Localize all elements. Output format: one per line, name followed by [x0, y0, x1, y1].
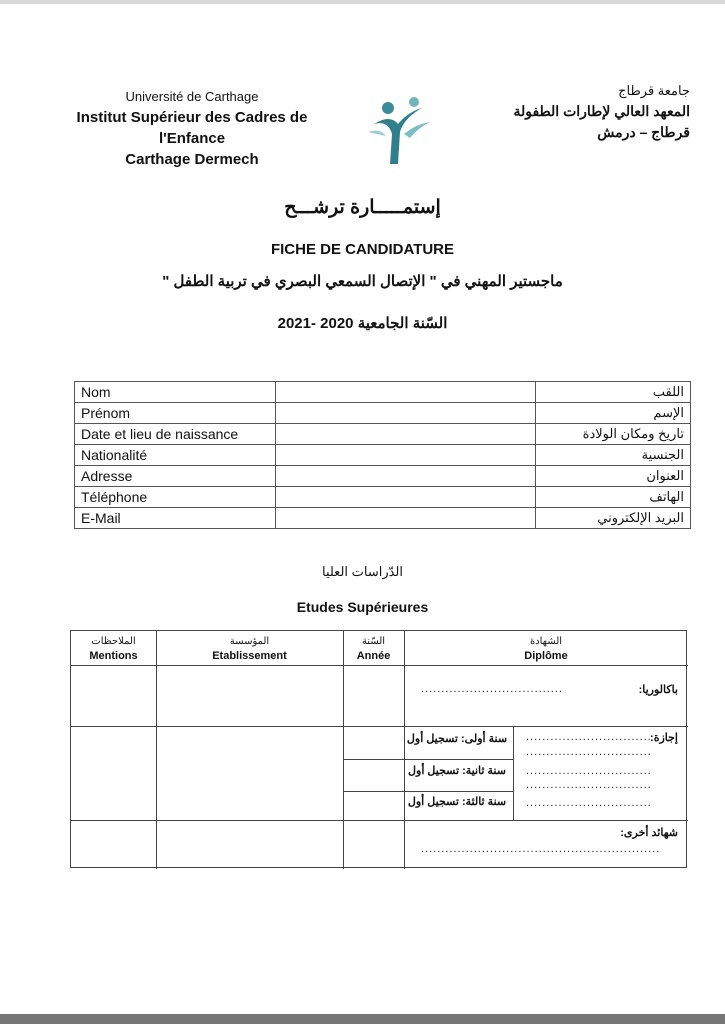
row-divider	[71, 726, 688, 727]
institute-name-line2: l'Enfance	[158, 130, 226, 147]
institute-name-line1: Institut Supérieur des Cadres de	[76, 109, 308, 126]
institute-name-ar: المعهد العالي لإطارات الطفولة	[513, 103, 690, 119]
label-telephone-ar: الهاتف	[536, 487, 691, 508]
page-top-edge	[0, 0, 725, 4]
label-prenom: Prénom	[75, 403, 276, 424]
form-title-ar: إستمـــــارة ترشـــح	[284, 197, 441, 218]
sub-row-divider	[343, 759, 513, 760]
label-nom-ar: اللقب	[536, 382, 691, 403]
column-divider	[156, 631, 157, 869]
col-etablissement-ar: المؤسسة	[229, 636, 270, 647]
institute-location-fr: Carthage Dermech	[125, 151, 259, 168]
label-email: E-Mail	[75, 508, 276, 529]
col-diplome-fr: Diplôme	[524, 650, 568, 662]
field-prenom[interactable]	[276, 403, 536, 424]
col-header-etablissement	[156, 631, 343, 665]
row-divider	[71, 820, 688, 821]
label-adresse-ar: العنوان	[536, 466, 691, 487]
label-naissance: Date et lieu de naissance	[75, 424, 276, 445]
label-other-diplomas: شهائد أخرى:	[620, 827, 678, 839]
table-row	[75, 508, 691, 529]
column-divider	[343, 631, 344, 869]
form-title-fr: FICHE DE CANDIDATURE	[270, 241, 455, 258]
academic-year: السّنة الجامعية 2020 -2021	[277, 315, 448, 332]
dots-licence-5[interactable]: ...............................	[526, 797, 652, 809]
label-nom: Nom	[75, 382, 276, 403]
sub-row-divider	[343, 791, 513, 792]
col-mentions-ar: الملاحظات	[91, 636, 136, 647]
page-bottom-edge	[0, 1014, 725, 1024]
institute-location-ar: قرطاج – درمش	[597, 124, 690, 140]
personal-info-table	[74, 381, 691, 529]
dots-licence-2[interactable]: ...............................	[526, 746, 652, 758]
col-annee-ar: السّنة	[361, 636, 386, 647]
label-nationalite-ar: الجنسية	[536, 445, 691, 466]
field-nom[interactable]	[276, 382, 536, 403]
label-nationalite: Nationalité	[75, 445, 276, 466]
col-annee-fr: Année	[356, 650, 391, 662]
table-row	[75, 424, 691, 445]
dots-other[interactable]: ...........................................................	[421, 843, 661, 855]
dots-bac[interactable]: ...................................	[421, 683, 563, 695]
table-row	[75, 382, 691, 403]
label-year2: سنة ثانية: تسجيل أول	[408, 765, 506, 777]
header-arabic	[490, 80, 690, 143]
sub-column-divider	[513, 726, 514, 820]
label-bac: باكالوريا:	[638, 684, 678, 696]
studies-table	[70, 630, 687, 868]
label-year1: سنة أولى: تسجيل أول	[406, 733, 508, 745]
dots-licence[interactable]: ...............................	[526, 731, 652, 743]
label-adresse: Adresse	[75, 466, 276, 487]
table-row	[75, 445, 691, 466]
label-email-ar: البريد الإلكتروني	[536, 508, 691, 529]
col-header-annee	[343, 631, 404, 665]
field-naissance[interactable]	[276, 424, 536, 445]
col-etablissement-fr: Etablissement	[212, 650, 287, 662]
field-nationalite[interactable]	[276, 445, 536, 466]
col-header-mentions	[71, 631, 156, 665]
label-telephone: Téléphone	[75, 487, 276, 508]
table-row	[75, 403, 691, 424]
label-year3: سنة ثالثة: تسجيل أول	[407, 796, 507, 808]
col-diplome-ar: الشهادة	[529, 636, 563, 647]
header-french	[74, 86, 310, 170]
studies-title-ar: الدّراسات العليا	[321, 564, 404, 579]
table-row	[75, 466, 691, 487]
institute-logo	[364, 94, 436, 166]
label-licence: إجازة:	[650, 732, 678, 744]
field-adresse[interactable]	[276, 466, 536, 487]
field-telephone[interactable]	[276, 487, 536, 508]
col-header-diplome	[404, 631, 688, 665]
university-name-fr: Université de Carthage	[125, 89, 259, 104]
dots-licence-3[interactable]: ...............................	[526, 765, 652, 777]
label-naissance-ar: تاريخ ومكان الولادة	[536, 424, 691, 445]
dots-licence-4[interactable]: ...............................	[526, 779, 652, 791]
header-divider	[71, 665, 688, 666]
column-divider	[404, 631, 405, 869]
col-mentions-fr: Mentions	[89, 650, 138, 662]
label-prenom-ar: الإسم	[536, 403, 691, 424]
studies-title-fr: Etudes Supérieures	[296, 599, 429, 615]
table-row	[75, 487, 691, 508]
university-name-ar: جامعة قرطاج	[618, 83, 690, 98]
field-email[interactable]	[276, 508, 536, 529]
program-title: ماجستير المهني في " الإتصال السمعي البصري في تربية الطفل "	[162, 273, 563, 290]
